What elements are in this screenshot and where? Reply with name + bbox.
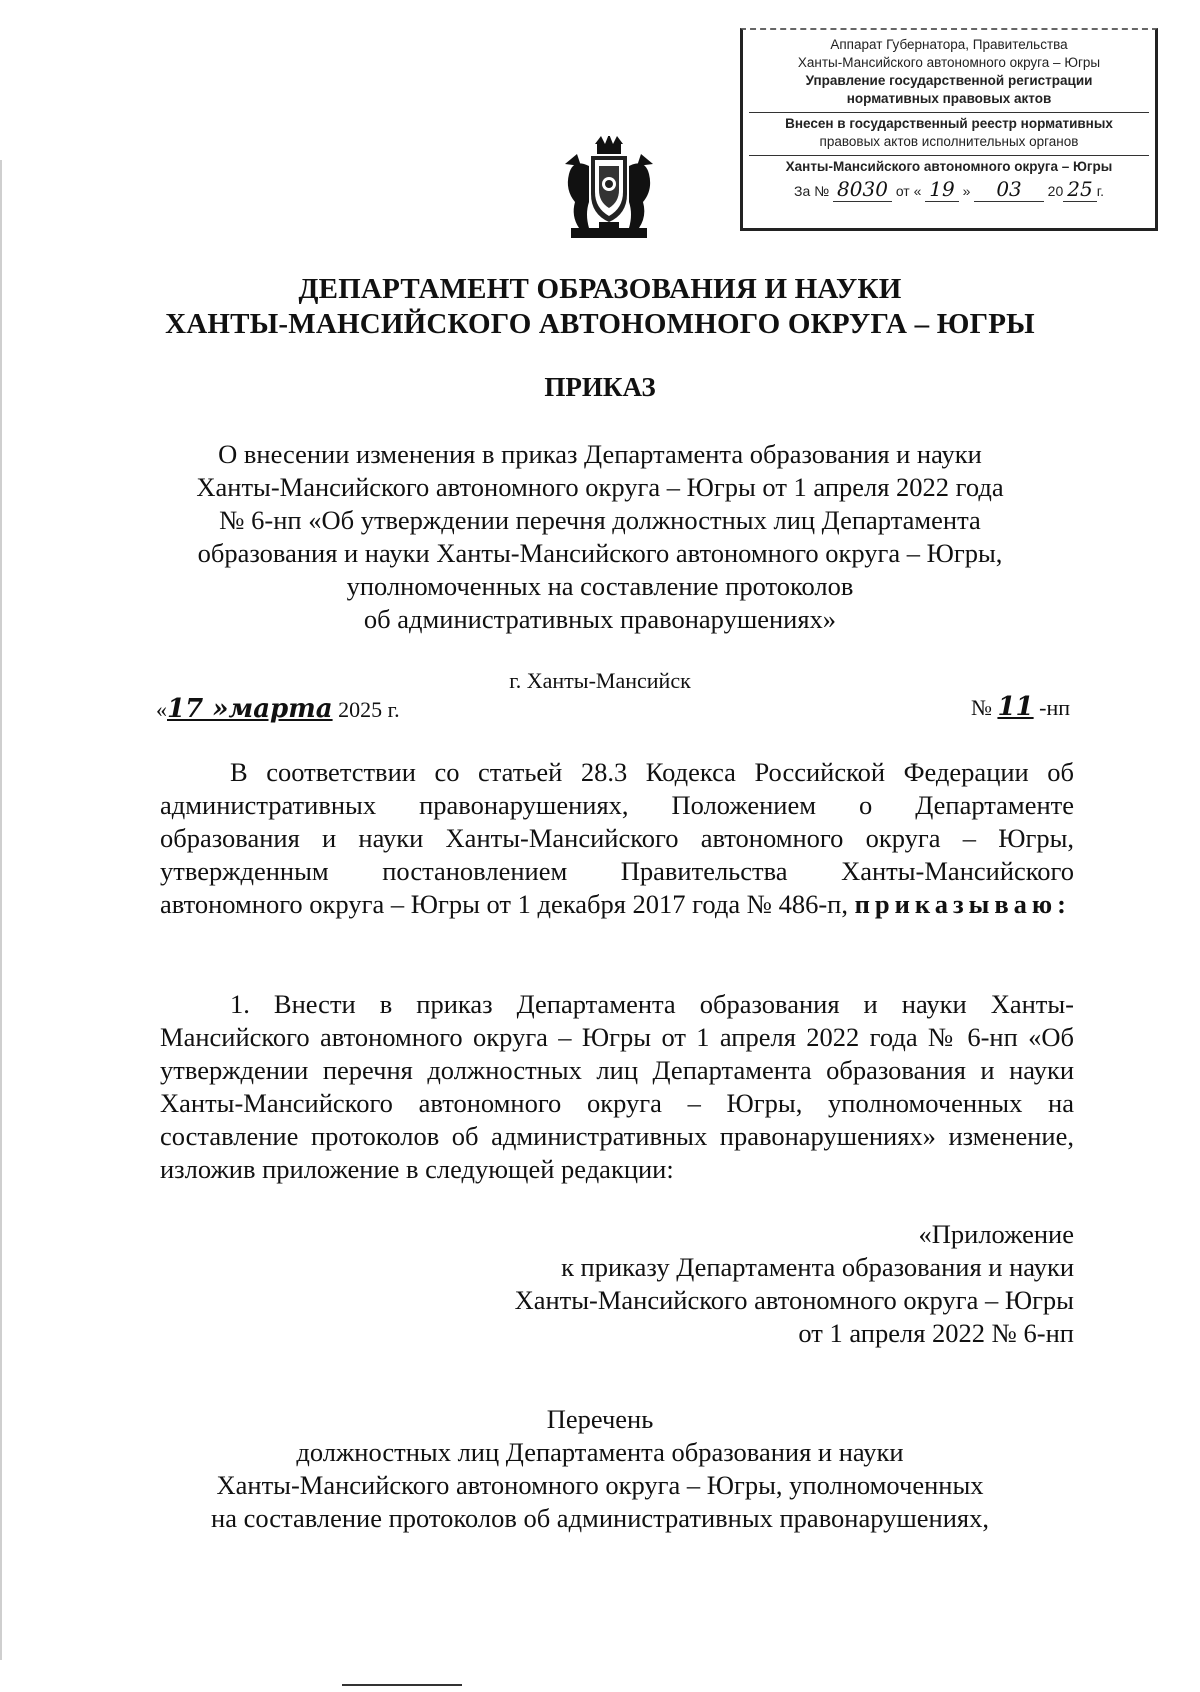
preamble-text: В соответствии со статьей 28.3 Кодекса Российской Федерации об административных правонарушениях, Положением о Департаменте образования и науки Ханты-Мансийского автономного округа – Югры, утвержденным постановлением Правительства Ханты-Мансийского автономного округа – Югры от 1 декабря 2017 года № 486-п, (160, 757, 1074, 919)
stamp-reg-from: от « (895, 183, 922, 199)
list-title-line-4: на составление протоколов об административных правонарушениях, (211, 1503, 989, 1533)
stamp-line-7: Ханты-Мансийского автономного округа – Югры (785, 159, 1113, 174)
subject-line-5: уполномоченных на составление протоколов (346, 571, 854, 601)
list-title (0, 1403, 1200, 1535)
stamp-reg-year-prefix: 20 (1047, 183, 1064, 199)
stamp-line-4: нормативных правовых актов (846, 91, 1052, 106)
appendix-line-3: Ханты-Мансийского автономного округа – Югры (514, 1285, 1074, 1315)
subject-line-3: № 6-нп «Об утверждении перечня должностных лиц Департамента (219, 505, 981, 535)
stamp-reg-number: 8030 (833, 177, 892, 202)
clause-1-paragraph: 1. Внести в приказ Департамента образования и науки Ханты-Мансийского автономного округа – Югры от 1 апреля 2022 года № 6-нп «Об утверждении перечня должностных лиц Департамента образования и науки Ханты-Мансийского автономного округа – Югры, уполномоченных на составление протоколов об административных правонарушениях» изменение, изложив приложение в следующей редакции: (160, 989, 1074, 1184)
stamp-reg-day: 19 (925, 177, 958, 202)
stamp-reg-prefix: За № (793, 183, 830, 199)
stamp-divider (749, 112, 1149, 113)
place-of-issue: г. Ханты-Мансийск (509, 668, 691, 693)
date-open-quote: « (156, 697, 167, 722)
stamp-line-2: Ханты-Мансийского автономного округа – Югры (797, 55, 1101, 70)
subject-line-1: О внесении изменения в приказ Департамента образования и науки (218, 439, 982, 469)
list-title-line-1: Перечень (546, 1404, 654, 1434)
appendix-reference (374, 1218, 1074, 1350)
footer-rule (342, 1684, 462, 1686)
stamp-registration-line (743, 177, 1155, 201)
stamp-line-6: правовых актов исполнительных органов (819, 134, 1079, 149)
preamble-paragraph (160, 756, 1074, 921)
order-subject (0, 438, 1200, 636)
subject-line-6: об административных правонарушениях» (363, 604, 837, 634)
order-verb: приказываю: (854, 889, 1071, 919)
list-title-line-3: Ханты-Мансийского автономного округа – Югры, уполномоченных (216, 1470, 984, 1500)
stamp-reg-year: 25 (1063, 177, 1096, 202)
stamp-divider (749, 155, 1149, 156)
coat-of-arms-icon (559, 136, 659, 240)
number-suffix: -нп (1039, 695, 1070, 720)
appendix-line-2: к приказу Департамента образования и науки (561, 1252, 1074, 1282)
document-type-title: ПРИКАЗ (544, 372, 656, 402)
stamp-reg-month: 03 (974, 177, 1043, 202)
order-date (156, 694, 400, 724)
date-year: 2025 г. (338, 697, 400, 722)
stamp-line-5: Внесен в государственный реестр нормативных (785, 116, 1113, 131)
appendix-line-1: «Приложение (918, 1219, 1074, 1249)
list-title-line-2: должностных лиц Департамента образования и науки (296, 1437, 904, 1467)
stamp-line-1: Аппарат Губернатора, Правительства (830, 37, 1068, 52)
date-handwritten: 17 »марта (167, 694, 333, 724)
subject-line-2: Ханты-Мансийского автономного округа – Югры от 1 апреля 2022 года (196, 472, 1004, 502)
number-prefix: № (970, 695, 992, 720)
department-name-line-2: ХАНТЫ-МАНСИЙСКОГО АВТОНОМНОГО ОКРУГА – ЮГРЫ (165, 308, 1035, 340)
stamp-reg-suffix: г. (1096, 183, 1104, 199)
order-number (971, 692, 1070, 722)
number-handwritten: 11 (997, 692, 1034, 722)
appendix-line-4: от 1 апреля 2022 № 6-нп (798, 1318, 1074, 1348)
stamp-line-3: Управление государственной регистрации (805, 73, 1093, 88)
subject-line-4: образования и науки Ханты-Мансийского автономного округа – Югры, (197, 538, 1003, 568)
department-header (0, 272, 1200, 342)
stamp-reg-day-close: » (962, 183, 971, 199)
department-name-line-1: ДЕПАРТАМЕНТ ОБРАЗОВАНИЯ И НАУКИ (298, 273, 902, 305)
registration-stamp (740, 28, 1158, 231)
